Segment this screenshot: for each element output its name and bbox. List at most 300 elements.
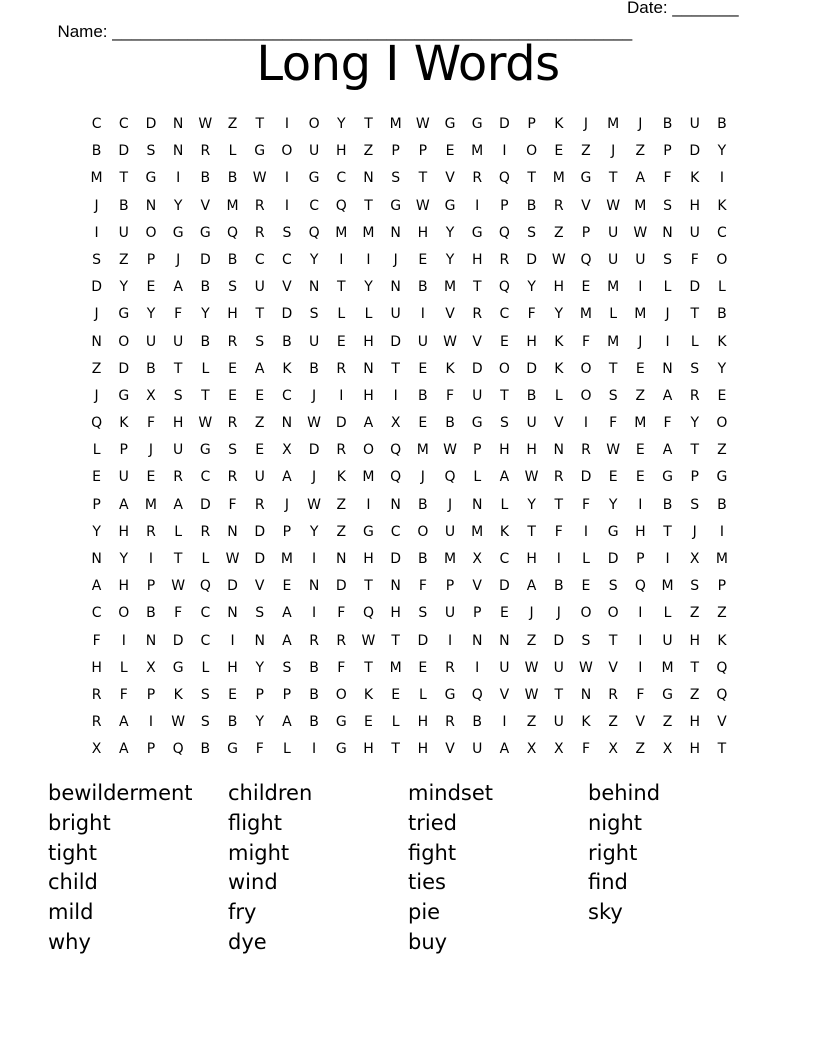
grid-letter: K	[690, 170, 700, 187]
grid-letter: J	[638, 116, 643, 132]
grid-letter: W	[307, 496, 322, 513]
grid-letter: Q	[390, 442, 402, 459]
header	[48, 0, 768, 41]
grid-letter: G	[335, 741, 347, 758]
grid-letter: B	[200, 741, 211, 758]
grid-letter: I	[312, 551, 317, 567]
word-list-item: buy	[408, 929, 448, 954]
grid-letter: T	[173, 360, 183, 377]
grid-letter: B	[418, 279, 428, 296]
grid-letter: B	[418, 496, 428, 513]
grid-letter: T	[500, 387, 509, 404]
grid-letter: A	[282, 714, 292, 731]
grid-letter: N	[662, 360, 673, 377]
grid-letter: X	[526, 741, 537, 758]
grid-letter: T	[554, 686, 564, 703]
grid-letter: B	[526, 197, 537, 214]
grid-letter: E	[391, 686, 401, 703]
grid-letter: V	[553, 415, 564, 432]
grid-letter: I	[312, 605, 317, 622]
grid-letter: I	[176, 170, 181, 187]
grid-letter: H	[689, 714, 700, 731]
grid-letter: P	[636, 551, 645, 567]
grid-letter: N	[254, 632, 265, 649]
grid-letter: S	[499, 415, 509, 432]
grid-letter: G	[444, 116, 456, 132]
grid-letter: K	[119, 415, 129, 432]
grid-letter: S	[282, 224, 292, 241]
grid-letter: N	[227, 605, 238, 622]
grid-letter: M	[607, 333, 620, 350]
grid-letter: M	[607, 116, 620, 132]
grid-letter: Q	[634, 578, 646, 595]
grid-letter: K	[581, 714, 591, 731]
grid-letter: B	[717, 306, 727, 323]
grid-letter: F	[119, 686, 128, 703]
grid-letter: N	[390, 224, 401, 241]
grid-letter: N	[363, 360, 374, 377]
grid-letter: T	[201, 387, 210, 404]
grid-letter: P	[418, 143, 428, 160]
grid-letter: U	[472, 387, 483, 404]
grid-letter: T	[554, 496, 564, 513]
grid-letter: E	[364, 714, 373, 731]
grid-letter: H	[553, 279, 565, 296]
grid-row	[83, 193, 736, 220]
grid-letter: M	[443, 279, 457, 296]
grid-letter: Q	[498, 170, 510, 187]
grid-letter: J	[94, 197, 99, 214]
grid-letter: N	[662, 224, 673, 241]
grid-letter: X	[146, 659, 156, 676]
grid-letter: Y	[364, 279, 373, 296]
grid-letter: H	[526, 551, 537, 567]
grid-letter: Q	[335, 197, 347, 214]
grid-letter: U	[662, 632, 673, 649]
grid-letter: Z	[254, 415, 265, 432]
word-list-item: night	[588, 810, 643, 835]
grid-letter: I	[638, 279, 643, 296]
grid-letter: M	[634, 415, 647, 432]
grid-letter: U	[635, 251, 646, 268]
grid-letter: T	[608, 632, 618, 649]
grid-letter: Z	[717, 605, 727, 622]
word-list-item: mindset	[408, 781, 494, 805]
grid-letter: Y	[445, 224, 455, 241]
grid-letter: T	[690, 659, 699, 676]
grid-letter: P	[146, 251, 156, 268]
grid-letter: I	[475, 659, 480, 676]
grid-letter: B	[91, 143, 102, 160]
grid-letter: B	[526, 387, 537, 404]
grid-letter: P	[146, 686, 156, 703]
grid-letter: M	[335, 224, 348, 241]
grid-row	[83, 220, 736, 247]
grid-letter: J	[176, 251, 181, 268]
grid-letter: Y	[255, 659, 264, 676]
grid-letter: U	[472, 741, 483, 758]
grid-letter: I	[393, 387, 398, 404]
grid-letter: U	[308, 333, 320, 350]
grid-letter: R	[608, 686, 619, 703]
grid-letter: N	[471, 496, 483, 513]
grid-letter: R	[445, 714, 455, 731]
grid-letter: S	[663, 251, 672, 268]
grid-letter: F	[337, 605, 346, 622]
grid-row	[83, 628, 736, 655]
grid-letter: H	[390, 605, 401, 622]
grid-letter: Z	[635, 143, 646, 160]
grid-letter: M	[280, 551, 293, 567]
grid-letter: K	[282, 360, 292, 377]
grid-letter: P	[92, 496, 101, 513]
grid-letter: R	[689, 387, 700, 404]
grid-row	[83, 600, 736, 627]
grid-letter: Q	[580, 251, 592, 268]
grid-letter: D	[254, 551, 266, 567]
grid-letter: I	[475, 197, 480, 214]
grid-letter: D	[499, 578, 510, 595]
grid-letter: B	[227, 714, 238, 731]
grid-letter: U	[553, 714, 564, 731]
grid-letter: R	[200, 523, 211, 540]
grid-letter: F	[527, 306, 536, 323]
word-list-item: fry	[228, 900, 257, 925]
grid-letter: S	[92, 251, 102, 268]
grid-letter: Y	[309, 523, 319, 540]
grid-letter: M	[661, 578, 674, 595]
grid-letter: M	[90, 170, 103, 187]
grid-letter: K	[363, 686, 374, 703]
grid-letter: S	[228, 279, 237, 296]
grid-letter: Q	[172, 741, 184, 758]
grid-letter: T	[364, 659, 373, 676]
grid-letter: I	[502, 143, 507, 160]
grid-letter: Q	[91, 415, 103, 432]
grid-letter: V	[200, 197, 211, 214]
grid-letter: V	[254, 578, 265, 595]
grid-letter: S	[690, 360, 700, 377]
grid-letter: V	[717, 714, 727, 731]
grid-letter: J	[420, 469, 425, 486]
grid-letter: L	[718, 279, 726, 296]
grid-letter: F	[255, 741, 264, 758]
grid-letter: G	[172, 224, 184, 241]
grid-letter: I	[148, 551, 154, 567]
grid-letter: P	[581, 224, 591, 241]
grid-letter: H	[363, 551, 374, 567]
grid-letter: T	[364, 116, 373, 132]
grid-letter: P	[282, 686, 292, 703]
grid-letter: E	[92, 469, 102, 486]
grid-letter: Y	[690, 415, 699, 432]
grid-letter: U	[118, 224, 129, 241]
grid-letter: I	[638, 605, 643, 622]
grid-letter: U	[118, 469, 129, 486]
grid-row	[83, 437, 736, 464]
grid-letter: F	[174, 306, 183, 323]
grid-row	[83, 736, 736, 763]
grid-letter: W	[443, 442, 457, 459]
grid-letter: A	[526, 578, 537, 595]
grid-letter: D	[607, 551, 619, 567]
grid-letter: V	[581, 197, 591, 214]
grid-row	[83, 356, 736, 383]
grid-letter: D	[281, 306, 293, 323]
grid-letter: T	[173, 551, 183, 567]
grid-letter: N	[390, 496, 401, 513]
grid-letter: D	[199, 496, 211, 513]
page-title: Long I Words	[256, 36, 560, 92]
grid-letter: R	[227, 415, 238, 432]
grid-letter: K	[554, 333, 564, 350]
grid-letter: Z	[336, 523, 347, 540]
grid-letter: I	[230, 632, 235, 649]
word-list-item: tight	[48, 840, 97, 865]
grid-letter: X	[553, 741, 564, 758]
grid-letter: G	[118, 306, 130, 323]
grid-letter: W	[606, 442, 621, 459]
grid-letter: D	[335, 578, 347, 595]
grid-letter: U	[608, 224, 619, 241]
grid-letter: P	[717, 578, 727, 595]
grid-letter: Q	[362, 605, 374, 622]
grid-letter: T	[472, 279, 482, 296]
grid-letter: Y	[173, 197, 183, 214]
grid-letter: P	[146, 578, 156, 595]
grid-letter: R	[581, 442, 591, 459]
grid-letter: G	[335, 714, 347, 731]
grid-letter: L	[554, 387, 563, 404]
grid-letter: M	[144, 496, 158, 513]
grid-letter: N	[580, 686, 592, 703]
grid-letter: E	[581, 279, 591, 296]
grid-row	[83, 383, 736, 410]
grid-letter: B	[309, 360, 319, 377]
grid-letter: Y	[717, 143, 727, 160]
name-field-label: Name: _______________________________________________________	[57, 22, 633, 41]
grid-letter: G	[662, 686, 673, 703]
grid-letter: P	[500, 197, 509, 214]
grid-letter: O	[118, 605, 130, 622]
grid-letter: V	[282, 279, 292, 296]
grid-letter: I	[719, 170, 724, 187]
grid-letter: E	[445, 143, 455, 160]
grid-letter: G	[390, 197, 402, 214]
grid-letter: L	[201, 360, 210, 377]
grid-letter: A	[118, 496, 129, 513]
grid-letter: U	[689, 116, 700, 132]
grid-letter: W	[524, 469, 539, 486]
grid-letter: P	[472, 442, 482, 459]
grid-letter: Y	[146, 306, 156, 323]
grid-letter: P	[445, 578, 455, 595]
grid-letter: J	[312, 387, 317, 404]
grid-letter: L	[119, 659, 128, 676]
grid-letter: E	[255, 387, 265, 404]
grid-letter: S	[200, 714, 210, 731]
grid-letter: Z	[635, 387, 646, 404]
grid-letter: M	[471, 143, 484, 160]
grid-letter: B	[282, 333, 292, 350]
grid-letter: Y	[554, 306, 564, 323]
grid-letter: L	[364, 306, 373, 323]
grid-letter: A	[173, 496, 183, 513]
grid-letter: Z	[227, 116, 238, 132]
grid-letter: S	[527, 224, 537, 241]
grid-letter: F	[690, 251, 699, 268]
grid-letter: M	[389, 116, 402, 132]
grid-letter: W	[415, 116, 430, 132]
grid-letter: T	[391, 741, 400, 758]
grid-letter: N	[172, 143, 184, 160]
grid-letter: I	[339, 387, 344, 404]
grid-letter: D	[553, 632, 565, 649]
grid-letter: X	[472, 551, 483, 567]
grid-letter: X	[608, 741, 618, 758]
grid-letter: Y	[337, 116, 346, 132]
grid-letter: W	[606, 197, 621, 214]
grid-letter: O	[716, 251, 728, 268]
grid-letter: L	[201, 551, 210, 567]
grid-letter: K	[499, 523, 509, 540]
grid-letter: Z	[553, 224, 564, 241]
grid-letter: X	[662, 741, 673, 758]
grid-letter: P	[119, 442, 128, 459]
grid-row	[83, 274, 736, 301]
grid-letter: Y	[717, 360, 727, 377]
grid-letter: R	[254, 197, 265, 214]
grid-letter: E	[228, 360, 237, 377]
grid-letter: D	[254, 523, 266, 540]
word-list-item: wind	[228, 870, 278, 895]
grid-letter: A	[91, 578, 102, 595]
grid-letter: H	[417, 741, 429, 758]
grid-letter: I	[665, 333, 670, 350]
grid-letter: B	[662, 496, 673, 513]
grid-letter: I	[583, 415, 589, 432]
grid-letter: P	[282, 523, 292, 540]
word-list-item: might	[228, 840, 290, 865]
grid-letter: T	[364, 578, 373, 595]
grid-letter: O	[308, 116, 320, 132]
word-list-item: ties	[408, 870, 446, 895]
date-field-label: Date: _______	[627, 0, 739, 17]
grid-letter: U	[417, 333, 428, 350]
grid-row	[83, 492, 736, 519]
grid-letter: J	[447, 496, 453, 513]
grid-letter: U	[689, 224, 700, 241]
grid-letter: Q	[227, 224, 239, 241]
grid-letter: T	[527, 523, 536, 540]
grid-letter: X	[91, 741, 102, 758]
grid-letter: T	[391, 632, 400, 649]
grid-letter: V	[472, 578, 482, 595]
grid-letter: A	[118, 714, 129, 731]
grid-letter: N	[336, 551, 347, 567]
grid-letter: D	[172, 632, 184, 649]
grid-letter: F	[663, 415, 672, 432]
grid-letter: V	[445, 170, 455, 187]
grid-letter: G	[580, 170, 592, 187]
grid-letter: K	[717, 333, 727, 350]
grid-letter: U	[173, 442, 184, 459]
grid-letter: Z	[689, 686, 700, 703]
grid-letter: T	[527, 170, 536, 187]
grid-row	[83, 138, 736, 165]
grid-letter: G	[471, 224, 483, 241]
grid-letter: W	[633, 224, 648, 241]
grid-letter: M	[362, 469, 375, 486]
word-list-item: fight	[408, 840, 457, 865]
grid-letter: A	[282, 605, 292, 622]
grid-letter: M	[416, 442, 429, 459]
grid-letter: M	[634, 306, 647, 323]
grid-letter: G	[607, 523, 619, 540]
grid-letter: B	[717, 116, 727, 132]
grid-letter: B	[309, 686, 319, 703]
grid-letter: Q	[498, 224, 510, 241]
grid-letter: C	[91, 605, 102, 622]
grid-letter: H	[227, 659, 238, 676]
grid-letter: E	[255, 442, 265, 459]
grid-letter: E	[499, 605, 509, 622]
grid-letter: S	[146, 143, 156, 160]
grid-letter: Y	[201, 306, 210, 323]
grid-letter: J	[284, 496, 289, 513]
grid-letter: U	[145, 333, 157, 350]
grid-letter: B	[309, 659, 319, 676]
grid-letter: Z	[118, 251, 129, 268]
grid-letter: Y	[445, 251, 455, 268]
grid-letter: B	[418, 551, 428, 567]
grid-letter: P	[663, 143, 672, 160]
grid-letter: I	[284, 170, 289, 187]
grid-letter: J	[393, 251, 398, 268]
grid-letter: U	[444, 523, 456, 540]
grid-letter: S	[663, 197, 672, 214]
grid-letter: S	[309, 306, 319, 323]
grid-letter: I	[447, 632, 453, 649]
grid-letter: Z	[635, 741, 646, 758]
grid-letter: B	[717, 496, 727, 513]
grid-letter: E	[228, 387, 237, 404]
grid-letter: D	[471, 360, 483, 377]
grid-letter: I	[638, 632, 643, 649]
grid-letter: E	[635, 469, 645, 486]
grid-letter: S	[200, 686, 210, 703]
grid-letter: E	[554, 143, 564, 160]
grid-letter: R	[254, 224, 265, 241]
grid-letter: B	[146, 360, 156, 377]
grid-letter: Q	[716, 659, 728, 676]
grid-letter: J	[583, 116, 589, 132]
grid-letter: U	[499, 659, 510, 676]
grid-letter: Z	[608, 714, 618, 731]
grid-letter: T	[255, 306, 264, 323]
grid-letter: C	[717, 224, 727, 241]
grid-letter: C	[309, 197, 319, 214]
grid-letter: J	[529, 605, 534, 622]
grid-letter: N	[227, 523, 238, 540]
grid-letter: P	[527, 116, 536, 132]
grid-letter: Z	[717, 442, 727, 459]
grid-letter: E	[418, 415, 428, 432]
word-list-item: why	[48, 929, 91, 954]
grid-letter: N	[308, 279, 320, 296]
grid-letter: H	[172, 415, 184, 432]
grid-letter: G	[118, 387, 130, 404]
